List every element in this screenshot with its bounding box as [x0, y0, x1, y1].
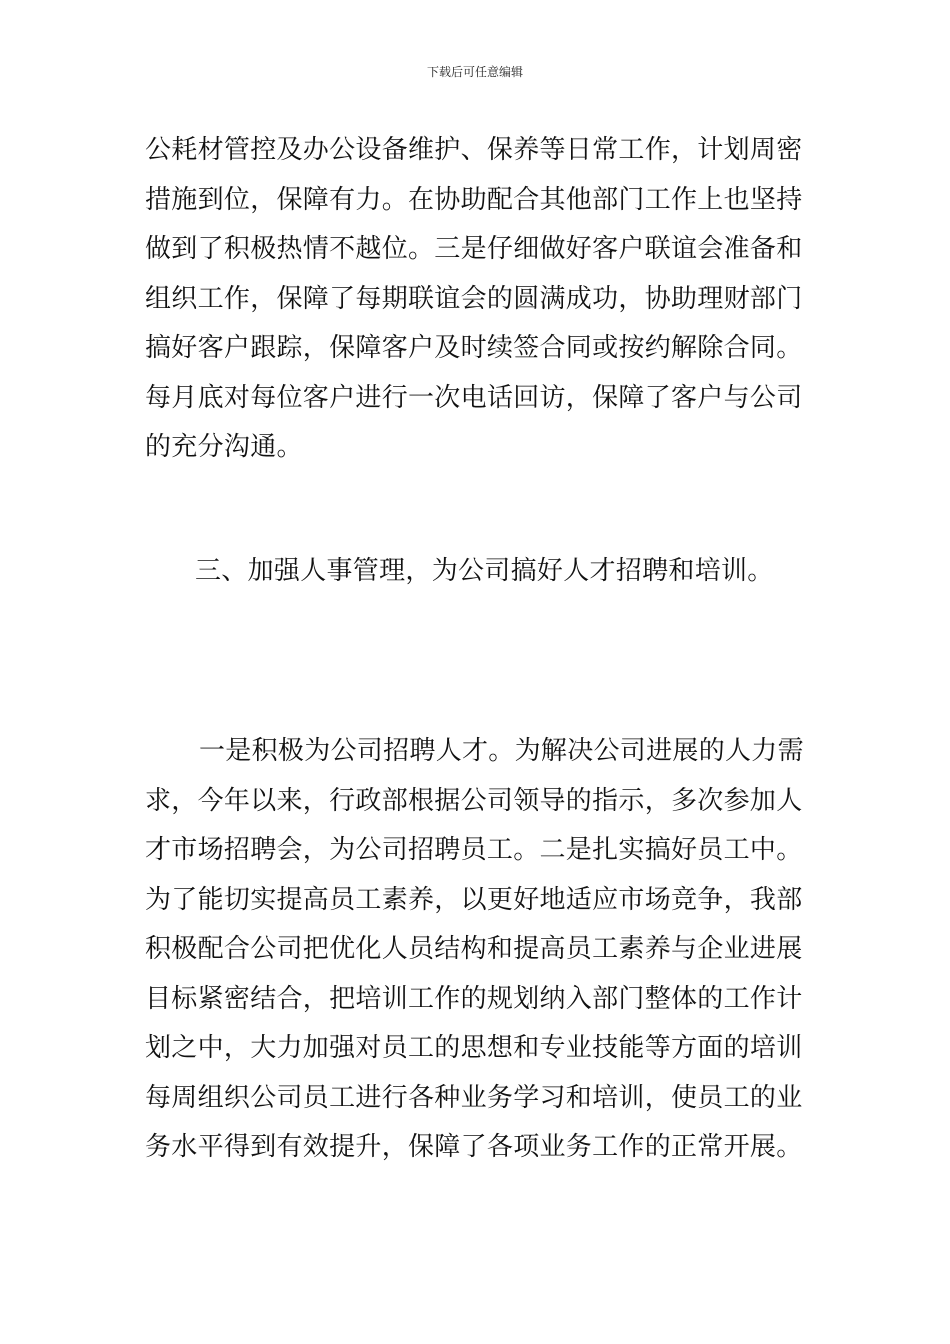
text-line: 一是积极为公司招聘人才。为解决公司进展的人力需 — [199, 736, 804, 766]
paragraph-2 — [145, 727, 815, 1173]
text-line: 每月底对每位客户进行一次电话回访，保障了客户与公司 — [145, 382, 803, 413]
text-line: 积极配合公司把优化人员结构和提高员工素养与企业进展 — [145, 934, 803, 964]
text-line: 才市场招聘会，为公司招聘员工。二是扎实搞好员工中。 — [145, 835, 803, 865]
text-line: 组织工作，保障了每期联谊会的圆满成功，协助理财部门 — [145, 283, 803, 314]
text-line: 措施到位，保障有力。在协助配合其他部门工作上也坚持 — [145, 184, 803, 215]
paragraph-1 — [145, 126, 815, 473]
text-line: 搞好客户跟踪，保障客户及时续签合同或按约解除合同。 — [145, 333, 803, 363]
text-line: 务水平得到有效提升，保障了各项业务工作的正常开展。 — [145, 1132, 803, 1162]
section-heading: 三、加强人事管理，为公司搞好人才招聘和培训。 — [195, 556, 774, 586]
page-header-note: 下载后可任意编辑 — [426, 65, 523, 79]
text-line: 为了能切实提高员工素养，以更好地适应市场竞争，我部 — [145, 884, 803, 915]
text-line: 每周组织公司员工进行各种业务学习和培训，使员工的业 — [145, 1082, 803, 1113]
text-line: 公耗材管控及办公设备维护、保养等日常工作，计划周密 — [145, 135, 803, 165]
text-line: 划之中，大力加强对员工的思想和专业技能等方面的培训 — [145, 1033, 803, 1063]
text-line: 目标紧密结合，把培训工作的规划纳入部门整体的工作计 — [145, 983, 803, 1014]
text-line: 的充分沟通。 — [145, 432, 303, 462]
text-line: 做到了积极热情不越位。三是仔细做好客户联谊会准备和 — [145, 234, 803, 264]
text-line: 求，今年以来，行政部根据公司领导的指示，多次参加人 — [145, 785, 803, 816]
